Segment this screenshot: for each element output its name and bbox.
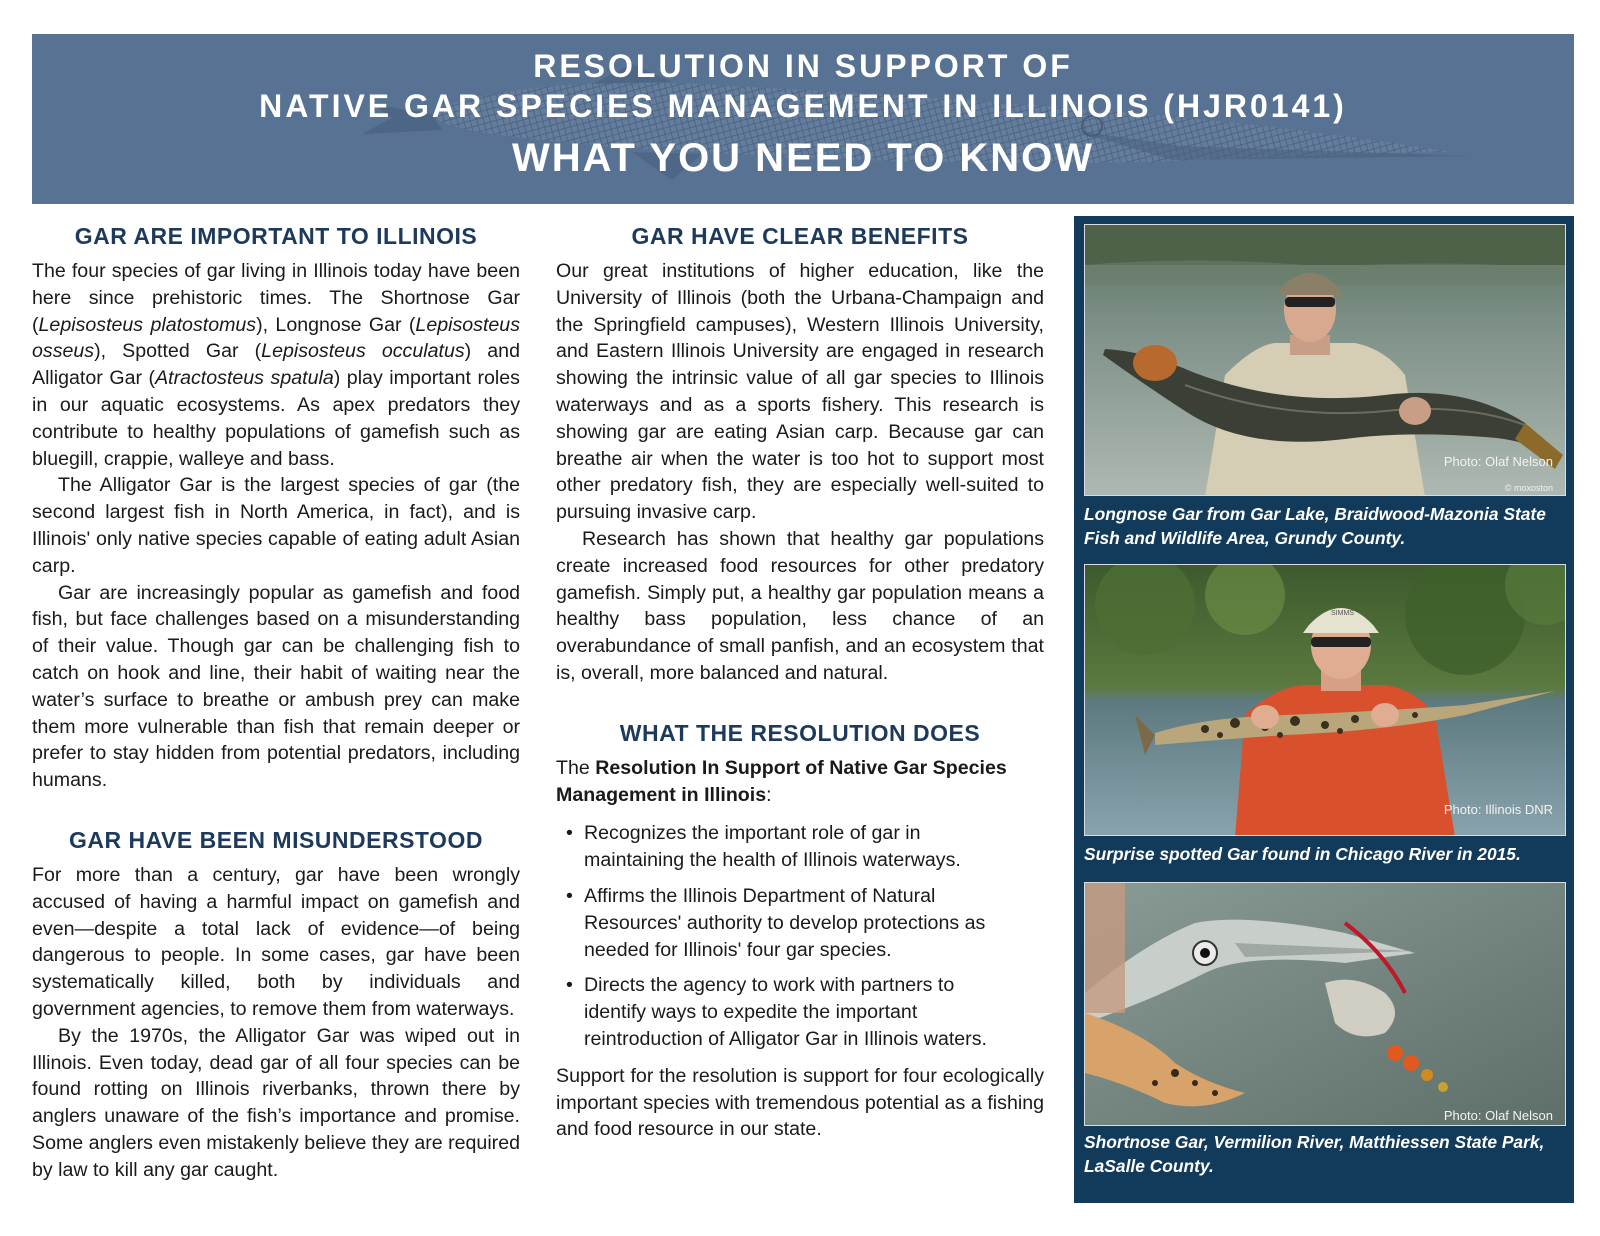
photo-credit: Photo: Olaf Nelson: [1443, 1108, 1553, 1123]
heading-important: GAR ARE IMPORTANT TO ILLINOIS: [74, 223, 478, 249]
paragraph-research: Our great institutions of higher education, like the University of Illinois (both the Urbana-Champaign and the Springfield campuses), Western Illinois University, and Eastern Illinois University are engaged in research showing the intrinsic value of all gar species to Illinois waterways and as a sports fishery. This research is showing gar are eating Asian carp. Because gar can breathe air when the water is too hot to support most other predatory fish, they are especially well-suited to pursuing invasive carp.: [556, 260, 1044, 524]
cap-logo-text: SIMMS: [1331, 610, 1354, 617]
list-item: • Affirms the Illinois Department of Natural Resources' authority to develop protections as needed for Illinois' four gar species.: [566, 884, 986, 961]
caption-shortnose-gar: Shortnose Gar, Vermilion River, Matthiessen State Park, LaSalle County.: [1084, 1132, 1545, 1176]
middle-column: [556, 222, 1044, 1143]
heading-resolution: WHAT THE RESOLUTION DOES: [619, 719, 981, 746]
paragraph-1970s: By the 1970s, the Alligator Gar was wiped out in Illinois. Even today, dead gar of all four species can be found rotting on Illinois riverbanks, thrown there by anglers unaware of the fish’s importance and promise. Some anglers even mistakenly believe they are required by law to kill any gar caught.: [32, 1024, 520, 1181]
heading-benefits: GAR HAVE CLEAR BENEFITS: [631, 223, 969, 249]
photo-credit: Photo: Illinois DNR: [1443, 802, 1553, 817]
paragraph-resolution-intro: The Resolution In Support of Native Gar Species Management in Illinois:: [556, 756, 1007, 806]
left-column: [32, 222, 520, 1184]
banner-title: [32, 34, 1574, 186]
caption-longnose-gar: Longnose Gar from Gar Lake, Braidwood-Mazonia State Fish and Wildlife Area, Grundy County.: [1084, 504, 1546, 548]
paragraph-closing: Support for the resolution is support for four ecologically important species with tremendous potential as a fishing and food resource in our state.: [556, 1064, 1044, 1141]
heading-misunderstood: GAR HAVE BEEN MISUNDERSTOOD: [69, 826, 483, 853]
bullet-icon: •: [566, 884, 573, 907]
photo-spotted-gar: [1084, 564, 1566, 836]
resolution-bullet-list: [556, 820, 1044, 1052]
header-banner: [32, 34, 1574, 204]
spotted-gar-image: [1085, 565, 1566, 836]
photo-longnose-gar: [1084, 224, 1566, 496]
title-line-3: WHAT YOU NEED TO KNOW: [512, 136, 1094, 180]
list-item: • Recognizes the important role of gar in maintaining the health of Illinois waterways.: [566, 822, 961, 872]
photo-credit: Photo: Olaf Nelson: [1443, 454, 1553, 469]
photo-shortnose-gar: [1084, 882, 1566, 1126]
bullet-icon: •: [566, 974, 573, 997]
paragraph-species: The four species of gar living in Illinois today have been here since prehistoric times. The Shortnose Gar (Lepisosteus platostomus), Longnose Gar (Lepisosteus osseus), Spotted Gar (Lepisosteus occulatus) and Alligator Gar (Atractosteus spatula) play important roles in our aquatic ecosystems. As apex predators they contribute to healthy populations of gamefish such as bluegill, crappie, walleye and bass.: [32, 260, 520, 470]
title-line-1: RESOLUTION IN SUPPORT OF: [533, 48, 1073, 84]
paragraph-populations: Research has shown that healthy gar populations create increased food resources for other predatory gamefish. Simply put, a healthy gar population means a healthy bass population, less chance of an overabundance of small panfish, and an ecosystem that is, overall, more balanced and natural.: [556, 527, 1044, 684]
list-item: • Directs the agency to work with partners to identify ways to expedite the important reintroduction of Alligator Gar in Illinois waters.: [566, 974, 987, 1050]
paragraph-alligator-gar: The Alligator Gar is the largest species of gar (the second largest fish in North America, in fact), and is Illinois' only native species capable of eating adult Asian carp.: [32, 474, 520, 577]
caption-spotted-gar: Surprise spotted Gar found in Chicago River in 2015.: [1084, 844, 1521, 864]
paragraph-gamefish: Gar are increasingly popular as gamefish and food fish, but face challenges based on a misunderstanding of their value. Though gar can be challenging fish to catch on hook and line, their habit of waiting near the water’s surface to breathe or ambush prey can make them more vulnerable than fish that remain deeper or prefer to stay hidden from potential predators, including humans.: [32, 581, 520, 792]
photo-panel: [1074, 216, 1574, 1203]
shortnose-gar-image: [1085, 883, 1566, 1126]
photo-watermark: © moxoston: [1504, 483, 1553, 493]
paragraph-accused: For more than a century, gar have been wrongly accused of having a harmful impact on gamefish and even—despite a total lack of evidence—of being dangerous to people. In some cases, gar have been systematically killed, both by individuals and government agencies, to remove them from waterways.: [32, 863, 520, 1020]
title-line-2: NATIVE GAR SPECIES MANAGEMENT IN ILLINOIS (HJR0141): [259, 88, 1347, 124]
bullet-icon: •: [566, 822, 573, 845]
